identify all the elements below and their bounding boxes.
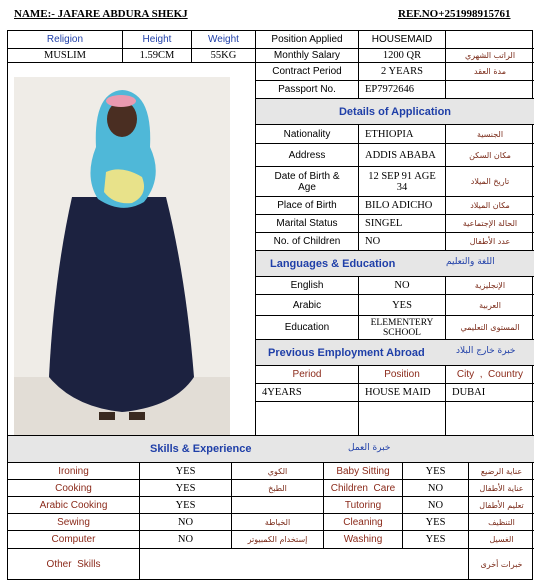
languages-section-header: [256, 251, 534, 277]
height-value: 1.59CM: [123, 49, 192, 63]
skill-childcare-ar: عناية الأطفال: [469, 480, 534, 497]
pob-label-ar: مكان الميلاد: [446, 197, 534, 215]
dob-label-ar: تاريخ الميلاد: [446, 167, 534, 197]
skill-computer-label: Computer: [8, 531, 140, 549]
employment-section-header: [256, 340, 534, 366]
passport-label-ar: [446, 81, 534, 99]
position-applied-label: Position Applied: [256, 31, 359, 49]
skill-babysitting-value: YES: [403, 463, 469, 480]
pob-label: Place of Birth: [256, 197, 359, 215]
skill-tutoring-label: Tutoring: [324, 497, 403, 514]
arabic-value: YES: [359, 295, 446, 316]
skill-washing-ar: الغسيل: [469, 531, 534, 549]
salary-label: Monthly Salary: [256, 49, 359, 63]
skills-section-header: [8, 436, 534, 463]
skill-cleaning-value: YES: [403, 514, 469, 531]
skill-tutoring-value: NO: [403, 497, 469, 514]
skill-childcare-value: NO: [403, 480, 469, 497]
employment-city-value: DUBAI: [446, 384, 534, 402]
arabic-label: Arabic: [256, 295, 359, 316]
details-section-title: Details of Application: [256, 99, 534, 125]
children-label-ar: عدد الأطفال: [446, 233, 534, 251]
children-value: NO: [359, 233, 446, 251]
weight-header: Weight: [192, 31, 256, 49]
children-label: No. of Children: [256, 233, 359, 251]
candidate-name: NAME:- JAFARE ABDURA SHEKJ: [14, 8, 188, 20]
address-label: Address: [256, 144, 359, 167]
other-skills-ar: خبرات أخرى: [480, 560, 523, 569]
english-label-ar: الإنجليزية: [446, 277, 534, 295]
weight-value: 55KG: [192, 49, 256, 63]
education-value: ELEMENTERY SCHOOL: [359, 316, 446, 340]
employment-period-header: Period: [256, 366, 359, 384]
dob-label: Date of Birth & Age: [256, 167, 359, 197]
skill-babysitting-label: Baby Sitting: [324, 463, 403, 480]
skills-section-title-ar: خبرة العمل: [348, 443, 391, 453]
skill-ironing-label: Ironing: [8, 463, 140, 480]
languages-section-title-ar: اللغة والتعليم: [446, 257, 495, 267]
nationality-label: Nationality: [256, 125, 359, 144]
skills-table: [8, 463, 534, 580]
marital-label-ar: الحالة الإجتماعية: [446, 215, 534, 233]
employment-position-header: Position: [359, 366, 446, 384]
skill-computer-value: NO: [140, 531, 232, 549]
address-value: ADDIS ABABA: [359, 144, 446, 167]
employment-city-header: City , Country: [446, 366, 534, 384]
education-label: Education: [256, 316, 359, 340]
address-label-ar: مكان السكن: [446, 144, 534, 167]
skill-cooking-value: YES: [140, 480, 232, 497]
skill-ironing-ar: الكوي: [232, 463, 324, 480]
employment-period-value: 4YEARS: [256, 384, 359, 402]
contract-label-ar: مدة العقد: [446, 63, 534, 81]
contract-value: 2 YEARS: [359, 63, 446, 81]
marital-value: SINGEL: [359, 215, 446, 233]
skill-washing-label: Washing: [324, 531, 403, 549]
marital-label: Marital Status: [256, 215, 359, 233]
reference-number: REF.NO+251998915761: [398, 8, 511, 20]
salary-label-ar: الراتب الشهري: [446, 49, 534, 63]
salary-value: 1200 QR: [359, 49, 446, 63]
skill-sewing-ar: الخياطة: [232, 514, 324, 531]
skill-arabic-cooking-value: YES: [140, 497, 232, 514]
english-label: English: [256, 277, 359, 295]
skill-tutoring-ar: تعليم الأطفال: [469, 497, 534, 514]
height-header: Height: [123, 31, 192, 49]
dob-value: 12 SEP 91 AGE 34: [359, 167, 446, 197]
languages-section-title: Languages & Education: [270, 258, 396, 270]
skill-cleaning-label: Cleaning: [324, 514, 403, 531]
contract-label: Contract Period: [256, 63, 359, 81]
religion-value: MUSLIM: [8, 49, 123, 63]
skill-arabic-cooking-label: Arabic Cooking: [8, 497, 140, 514]
skill-sewing-label: Sewing: [8, 514, 140, 531]
employment-position-value: HOUSE MAID: [359, 384, 446, 402]
passport-label: Passport No.: [256, 81, 359, 99]
employment-section-title: Previous Employment Abroad: [268, 347, 425, 359]
english-value: NO: [359, 277, 446, 295]
nationality-label-ar: الجنسية: [446, 125, 534, 144]
education-label-ar: المستوى التعليمي: [446, 316, 534, 340]
position-applied-value: HOUSEMAID: [359, 31, 446, 49]
cv-form: [7, 30, 533, 580]
skill-computer-ar: إستخدام الكمبيوتر: [232, 531, 324, 549]
skill-cooking-label: Cooking: [8, 480, 140, 497]
other-skills-label: Other Skills: [8, 549, 140, 580]
skill-ironing-value: YES: [140, 463, 232, 480]
nationality-value: ETHIOPIA: [359, 125, 446, 144]
pob-value: BILO ADICHO: [359, 197, 446, 215]
skill-washing-value: YES: [403, 531, 469, 549]
employment-section-title-ar: خبرة خارج البلاد: [456, 346, 516, 356]
skill-cleaning-ar: التنظيف: [469, 514, 534, 531]
passport-value: EP7972646: [359, 81, 446, 99]
skill-childcare-label: Children Care: [324, 480, 403, 497]
skills-section-title: Skills & Experience: [150, 443, 252, 455]
other-skills-value: [140, 549, 469, 580]
skill-cooking-ar: الطبخ: [232, 480, 324, 497]
arabic-label-ar: العربية: [446, 295, 534, 316]
skill-babysitting-ar: عناية الرضيع: [469, 463, 534, 480]
religion-header: Religion: [8, 31, 123, 49]
skill-arabic-cooking-ar: [232, 497, 324, 514]
skill-sewing-value: NO: [140, 514, 232, 531]
